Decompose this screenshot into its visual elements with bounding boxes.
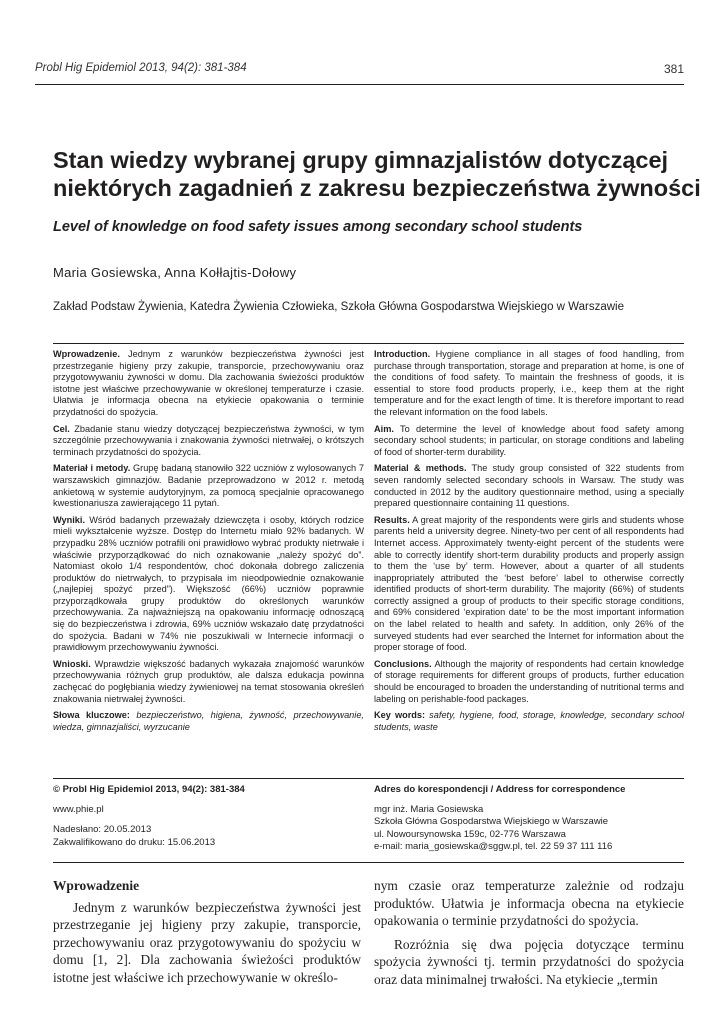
abstract-pl-aim: Cel. Zbadanie stanu wiedzy dotyczącej bezpieczeństwa żywności, w tym szczególnie przechowywania i znakowania żywności nietrwałej, o krótszych terminach przydatności do spożycia. xyxy=(53,423,364,457)
correspondence-heading: Adres do korespondencji / Address for correspondence xyxy=(374,784,626,795)
abstract-top-rule xyxy=(53,343,684,344)
accepted-date: Zakwalifikowano do druku: 15.06.2013 xyxy=(53,836,216,848)
title-line-2: niektórych zagadnień z zakresu bezpieczeństwa żywności xyxy=(53,175,701,201)
title-line-1: Stan wiedzy wybranej grupy gimnazjalistów dotyczącej xyxy=(53,147,669,173)
abstract-pl-conclusions: Wnioski. Wprawdzie większość badanych wykazała znajomość warunków przechowywania różnych grup produktów, ale dalsza edukacja powinna zachęcać do pogłębiania wiedzy żywieniowej na temat stosowania określeń znakowania nietrwałej żywności. xyxy=(53,658,364,704)
publication-info xyxy=(53,784,353,849)
abstract-pl-results: Wyniki. Wśród badanych przeważały dziewczęta i osoby, których rodzice mieli wykształcenie wyższe. Dostęp do Internetu miało 92% badanych. W przypadku 28% uczniów potrafili oni prawidłowo wybrać produkty nietrwałe i właściwie przyporządkować do nich oznakowanie „należy spożyć do”. Natomiast około 1/4 respondentów, choć dokonała dobrego zaliczenia produktów do nietrwałych, to przypisała im nieodpowiednie oznakowanie („najlepiej spożyć przed”). Większość (66%) uczniów poprawnie przyporządkowała grupy produktów do określonych warunków przechowywania. Za najważniejszą na opakowaniu informację odnoszącą się do bezpieczeństwa i zdrowia, 69% uczniów wskazało datę przydatności do spożycia. Badani w 74% nie poszukiwali w Internecie informacji o prawidłowym przechowywaniu żywności. xyxy=(53,514,364,653)
abstract-en-introduction: Introduction. Hygiene compliance in all stages of food handling, from purchase through transportation, storage and preparation at home, is one of the conditions of food safety. To maintain the freshness of goods, it is essential to store food products properly, i.e., keep them at the right temperature and for the exact length of time. It is therefore important to read the relevant information on the food labels. xyxy=(374,349,684,417)
article-subtitle: Level of knowledge on food safety issues among secondary school students xyxy=(53,219,583,235)
correspondence-contact: e-mail: maria_gosiewska@sggw.pl, tel. 22 59 37 111 116 xyxy=(374,840,613,852)
copyright-line: © Probl Hig Epidemiol 2013, 94(2): 381-384 xyxy=(53,784,245,795)
abstract-pl-introduction: Wprowadzenie. Jednym z warunków bezpieczeństwa żywności jest przestrzeganie higieny przy zakupie, transporcie, przechowywaniu oraz przygotowywaniu żywności w domu. Dla zachowania świeżości produktów istotne jest właściwe przechowywanie w określonej temperaturze i czasie. Ułatwia je informacja obecna na etykiecie opakowania o terminie przydatności do spożycia. xyxy=(53,349,364,417)
article-title xyxy=(53,146,701,202)
abstract-en-methods: Material & methods. The study group consisted of 322 students from seven randomly selected secondary schools in Warsaw. The study was conducted in 2012 by the auditory questionnaire method, using a specially prepared questionnaire containing 11 questions. xyxy=(374,463,684,509)
abstract-polish xyxy=(53,349,364,738)
page-number: 381 xyxy=(663,62,684,76)
correspondence-info xyxy=(374,784,684,853)
body-column-right xyxy=(374,877,684,989)
authors: Maria Gosiewska, Anna Kołłajtis-Dołowy xyxy=(53,265,297,280)
abstract-en-keywords: Key words: safety, hygiene, food, storage, knowledge, secondary school students, waste xyxy=(374,710,684,732)
journal-website-link[interactable]: www.phie.pl xyxy=(53,804,104,816)
section-heading: Wprowadzenie xyxy=(53,878,140,893)
body-paragraph-continued: nym czasie oraz temperaturze zależnie od rodzaju produktów. Ułatwia je informacja obecna na etykiecie opakowania o terminie przydatności do spożycia. xyxy=(374,878,684,929)
running-head: Probl Hig Epidemiol 2013, 94(2): 381-384 xyxy=(35,62,247,74)
affiliation: Zakład Podstaw Żywienia, Katedra Żywienia Człowieka, Szkoła Główna Gospodarstwa Wiejskiego w Warszawie xyxy=(53,301,624,313)
body-paragraph: Rozróżnia się dwa pojęcia dotyczące terminu spożycia żywności tj. termin przydatności do spożycia oraz data minimalnej trwałości. Na etykiecie „termin xyxy=(374,936,684,987)
body-column-left xyxy=(53,877,361,987)
correspondence-institution: Szkoła Główna Gospodarstwa Wiejskiego w Warszawie xyxy=(374,816,609,828)
body-paragraph: Jednym z warunków bezpieczeństwa żywności jest przestrzeganie jej higieny przy zakupie, transporcie, przechowywaniu oraz przygotowywaniu do spożyciu w domu [1, 2]. Dla zachowania świeżości produktów istotne jest właściwe ich przechowywanie w określo- xyxy=(53,899,361,985)
correspondence-name: mgr inż. Maria Gosiewska xyxy=(374,804,484,816)
received-date: Nadesłano: 20.05.2013 xyxy=(53,824,152,836)
meta-bottom-rule xyxy=(53,862,684,863)
correspondence-street: ul. Nowoursynowska 159c, 02-776 Warszawa xyxy=(374,828,566,840)
abstract-en-results: Results. A great majority of the respondents were girls and students whose parents held a university degree. Ninety-two per cent of all respondents had Internet access. Approximately twenty-eight percent of the students were able to correctly identify short-term durability products and properly assign to them the ‘use by’ term. However, about a quarter of all students inappropriately attributed the ‘best before’ label to otherwise correctly identified products of short-term durability. The majority (66%) of students correctly assigned a group of products to their specific storage conditions, and 69% considered ‘expiration date’ to be the most important information on the label related to health and safety. In addition, only 26% of the surveyed students had ever searched the Internet for information about the proper storage of food. xyxy=(374,514,684,653)
header-rule xyxy=(35,84,684,85)
abstract-en-conclusions: Conclusions. Although the majority of respondents had certain knowledge of storage requirements for different groups of products, further education should be encouraged to broaden the understanding of nutritional terms and labeling on perishable-food packages. xyxy=(374,658,684,704)
abstract-en-aim: Aim. To determine the level of knowledge about food safety among secondary school students; in particular, on storage conditions and labeling of food of shorter-term durability. xyxy=(374,423,684,457)
abstract-pl-keywords: Słowa kluczowe: bezpieczeństwo, higiena, żywność, przechowywanie, wiedza, gimnazjaliści, wyrzucanie xyxy=(53,710,364,732)
abstract-pl-methods: Materiał i metody. Grupę badaną stanowiło 322 uczniów z wylosowanych 7 warszawskich gimnazjów. Badanie przeprowadzono w 2012 r. metodą ankietową w systemie audytoryjnym, za pomocą specjalnie opracowanego kwestionariusza zawierającego 11 pytań. xyxy=(53,463,364,509)
abstract-english xyxy=(374,349,684,738)
abstract-bottom-rule xyxy=(53,778,684,779)
